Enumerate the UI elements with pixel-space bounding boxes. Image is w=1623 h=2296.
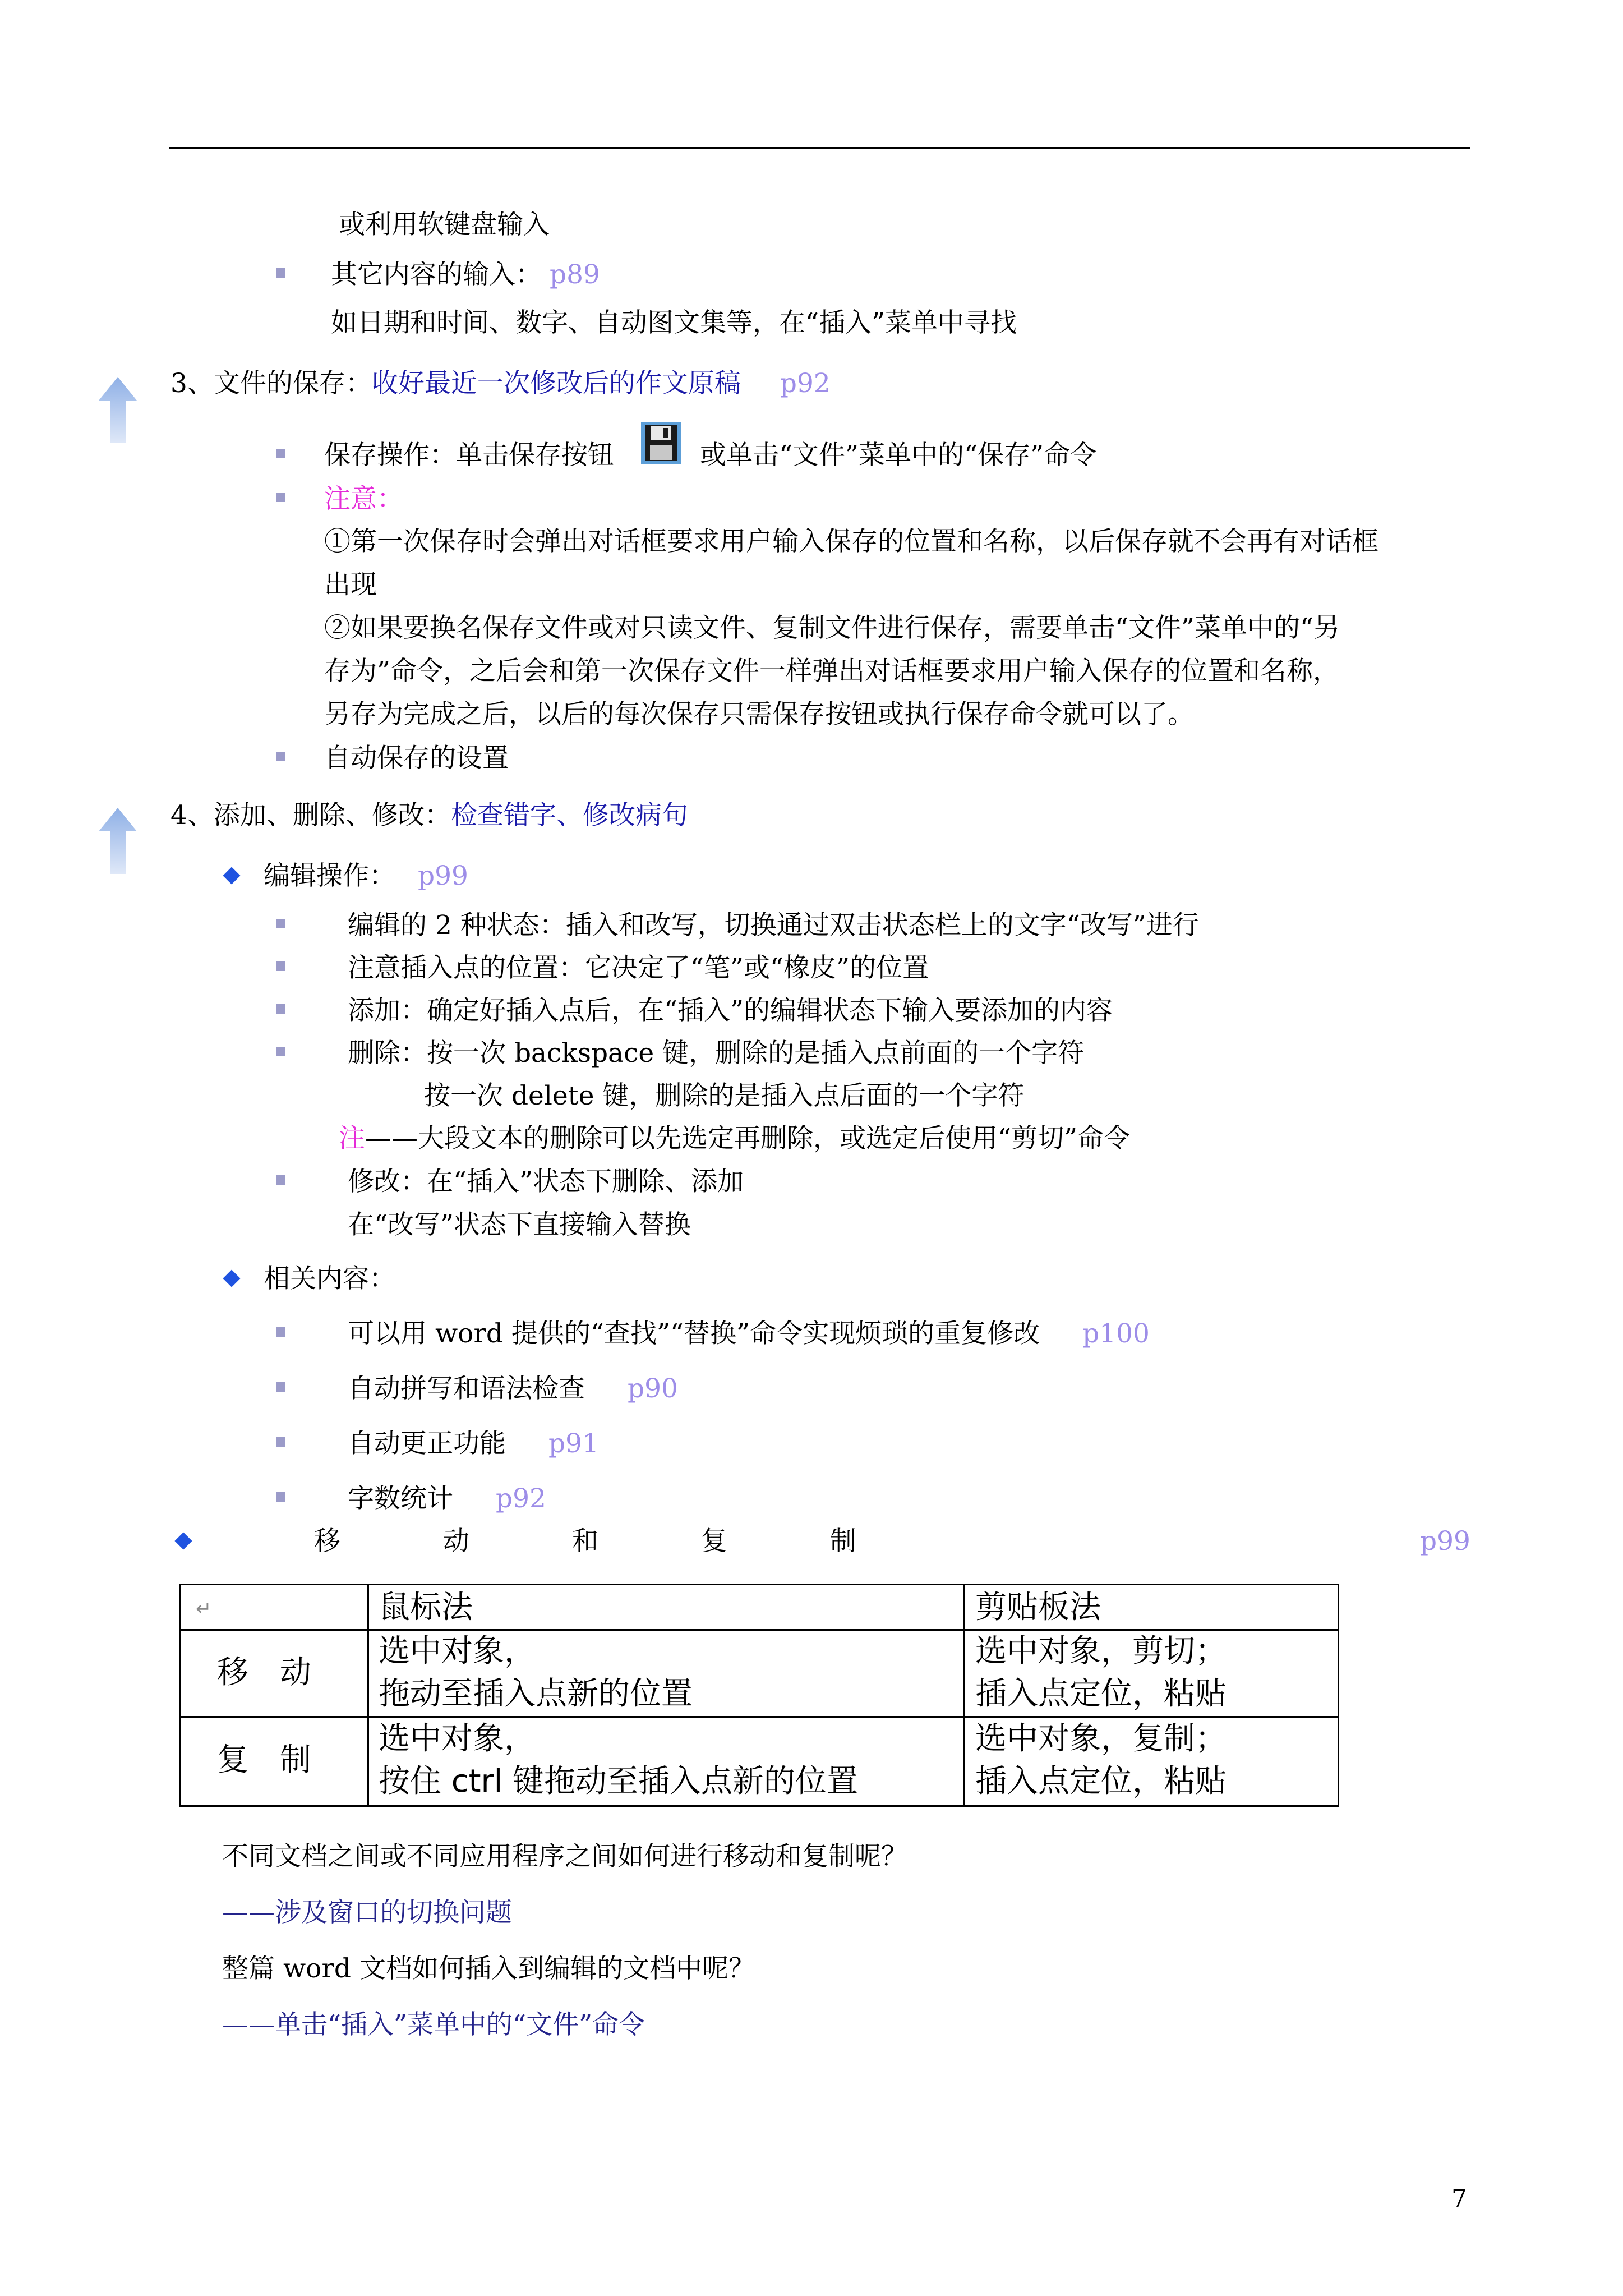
- move-copy-char: 制: [830, 1526, 856, 1557]
- table-cell: 选中对象，: [379, 1720, 536, 1757]
- table-row-label: 移 动: [217, 1654, 311, 1691]
- page-number: 7: [1451, 2184, 1467, 2213]
- table-cell: 插入点定位，粘贴: [975, 1676, 1227, 1712]
- move-copy-char: 移: [314, 1526, 340, 1557]
- table-cell: 选中对象，复制；: [975, 1720, 1227, 1757]
- page-ref: p91: [548, 1428, 599, 1459]
- table-cell: 按住 ctrl 键拖动至插入点新的位置: [379, 1763, 858, 1800]
- text-line: 保存操作：单击保存按钮: [324, 440, 614, 471]
- text-line: 修改：在“插入”状态下删除、添加: [348, 1166, 744, 1197]
- section-heading-4: 4、添加、删除、修改：检查错字、修改病句: [170, 800, 688, 831]
- diamond-bullet-icon: [223, 867, 240, 884]
- text-line: 另存为完成之后，以后的每次保存只需保存按钮或执行保存命令就可以了。: [324, 699, 1194, 730]
- page-ref: p100: [1082, 1318, 1150, 1349]
- text-line: 删除：按一次 backspace 键，删除的是插入点前面的一个字符: [348, 1038, 1085, 1069]
- question-line: 整篇 word 文档如何插入到编辑的文档中呢？: [222, 1953, 755, 1984]
- square-bullet-icon: [276, 1047, 285, 1056]
- page-ref: p99: [418, 861, 468, 891]
- text-line: 字数统计 p92: [348, 1483, 546, 1514]
- text-line: 可以用 word 提供的“查找”“替换”命令实现烦琐的重复修改 p100: [348, 1318, 1150, 1349]
- text-line: 其它内容的输入： p89: [331, 259, 600, 290]
- text-line: 或单击“文件”菜单中的“保存”命令: [700, 440, 1097, 471]
- square-bullet-icon: [276, 449, 285, 458]
- text-line: 编辑的 2 种状态：插入和改写，切换通过双击状态栏上的文字“改写”进行: [348, 910, 1199, 941]
- page-ref: p90: [628, 1373, 678, 1404]
- text-line: 出现: [324, 569, 377, 600]
- text-line: 如日期和时间、数字、自动图文集等，在“插入”菜单中寻找: [331, 307, 1017, 338]
- square-bullet-icon: [276, 493, 285, 502]
- square-bullet-icon: [276, 268, 285, 278]
- section-heading-3: 3、文件的保存：收好最近一次修改后的作文原稿 p92: [170, 368, 831, 399]
- table-header-cell: 剪贴板法: [975, 1589, 1101, 1626]
- text-line: ②如果要换名保存文件或对只读文件、复制文件进行保存，需要单击“文件”菜单中的“另: [324, 613, 1340, 643]
- text-line: 自动更正功能 p91: [348, 1428, 599, 1459]
- move-copy-table: ↵ 鼠标法 剪贴板法 移 动 选中对象， 拖动至插入点新的位置 选中对象，剪切； 插入点定位，粘贴 复 制 选中对象， 按住 ctrl 键拖动至插入点新的位置 选中对象，复制； 插入点定位，粘贴: [179, 1584, 1339, 1807]
- table-cell: 拖动至插入点新的位置: [379, 1676, 693, 1712]
- table-row-label: 复 制: [217, 1742, 311, 1778]
- table-cell: 选中对象，: [379, 1633, 536, 1669]
- save-floppy-icon: [641, 422, 681, 464]
- move-copy-char: 复: [701, 1526, 727, 1557]
- table-cell: 选中对象，剪切；: [975, 1633, 1227, 1669]
- subheading: 相关内容：: [264, 1263, 395, 1294]
- text-line: 自动保存的设置: [324, 743, 509, 774]
- text-line: 或利用软键盘输入: [339, 209, 550, 240]
- page-ref: p92: [780, 368, 831, 399]
- square-bullet-icon: [276, 1437, 285, 1447]
- square-bullet-icon: [276, 1004, 285, 1014]
- text-line: 存为”命令，之后会和第一次保存文件一样弹出对话框要求用户输入保存的位置和名称，: [324, 656, 1340, 687]
- text-line: ①第一次保存时会弹出对话框要求用户输入保存的位置和名称，以后保存就不会再有对话框: [324, 526, 1378, 557]
- up-arrow-icon: [99, 377, 137, 443]
- move-copy-char: 动: [443, 1526, 469, 1557]
- text-line: 按一次 delete 键，删除的是插入点后面的一个字符: [424, 1080, 1025, 1111]
- table-cell: 插入点定位，粘贴: [975, 1763, 1227, 1800]
- header-rule: [169, 147, 1470, 149]
- subheading: 编辑操作： p99: [264, 861, 468, 891]
- square-bullet-icon: [276, 1327, 285, 1337]
- move-copy-char: 和: [572, 1526, 598, 1557]
- text-line: 在“改写”状态下直接输入替换: [348, 1209, 691, 1240]
- square-bullet-icon: [276, 961, 285, 971]
- square-bullet-icon: [276, 1382, 285, 1392]
- diamond-bullet-icon: [174, 1532, 192, 1549]
- square-bullet-icon: [276, 1492, 285, 1502]
- text-line: 添加：确定好插入点后，在“插入”的编辑状态下输入要添加的内容: [348, 995, 1113, 1026]
- text-line: 注——大段文本的删除可以先选定再删除，或选定后使用“剪切”命令: [339, 1123, 1131, 1154]
- text-line: 自动拼写和语法检查 p90: [348, 1373, 678, 1404]
- table-header-cell: 鼠标法: [379, 1589, 473, 1626]
- question-line: 不同文档之间或不同应用程序之间如何进行移动和复制呢？: [222, 1841, 907, 1872]
- square-bullet-icon: [276, 919, 285, 928]
- note-label: 注意：: [324, 484, 403, 514]
- diamond-bullet-icon: [223, 1269, 240, 1287]
- page-ref: p92: [496, 1483, 546, 1514]
- page-ref: p89: [550, 259, 600, 290]
- up-arrow-icon: [99, 808, 137, 874]
- text-line: 注意插入点的位置：它决定了“笔”或“橡皮”的位置: [348, 953, 929, 983]
- page-ref: p99: [1420, 1526, 1470, 1557]
- answer-line: ——涉及窗口的切换问题: [222, 1897, 512, 1928]
- square-bullet-icon: [276, 1175, 285, 1185]
- square-bullet-icon: [276, 752, 285, 761]
- answer-line: ——单击“插入”菜单中的“文件”命令: [222, 2009, 645, 2040]
